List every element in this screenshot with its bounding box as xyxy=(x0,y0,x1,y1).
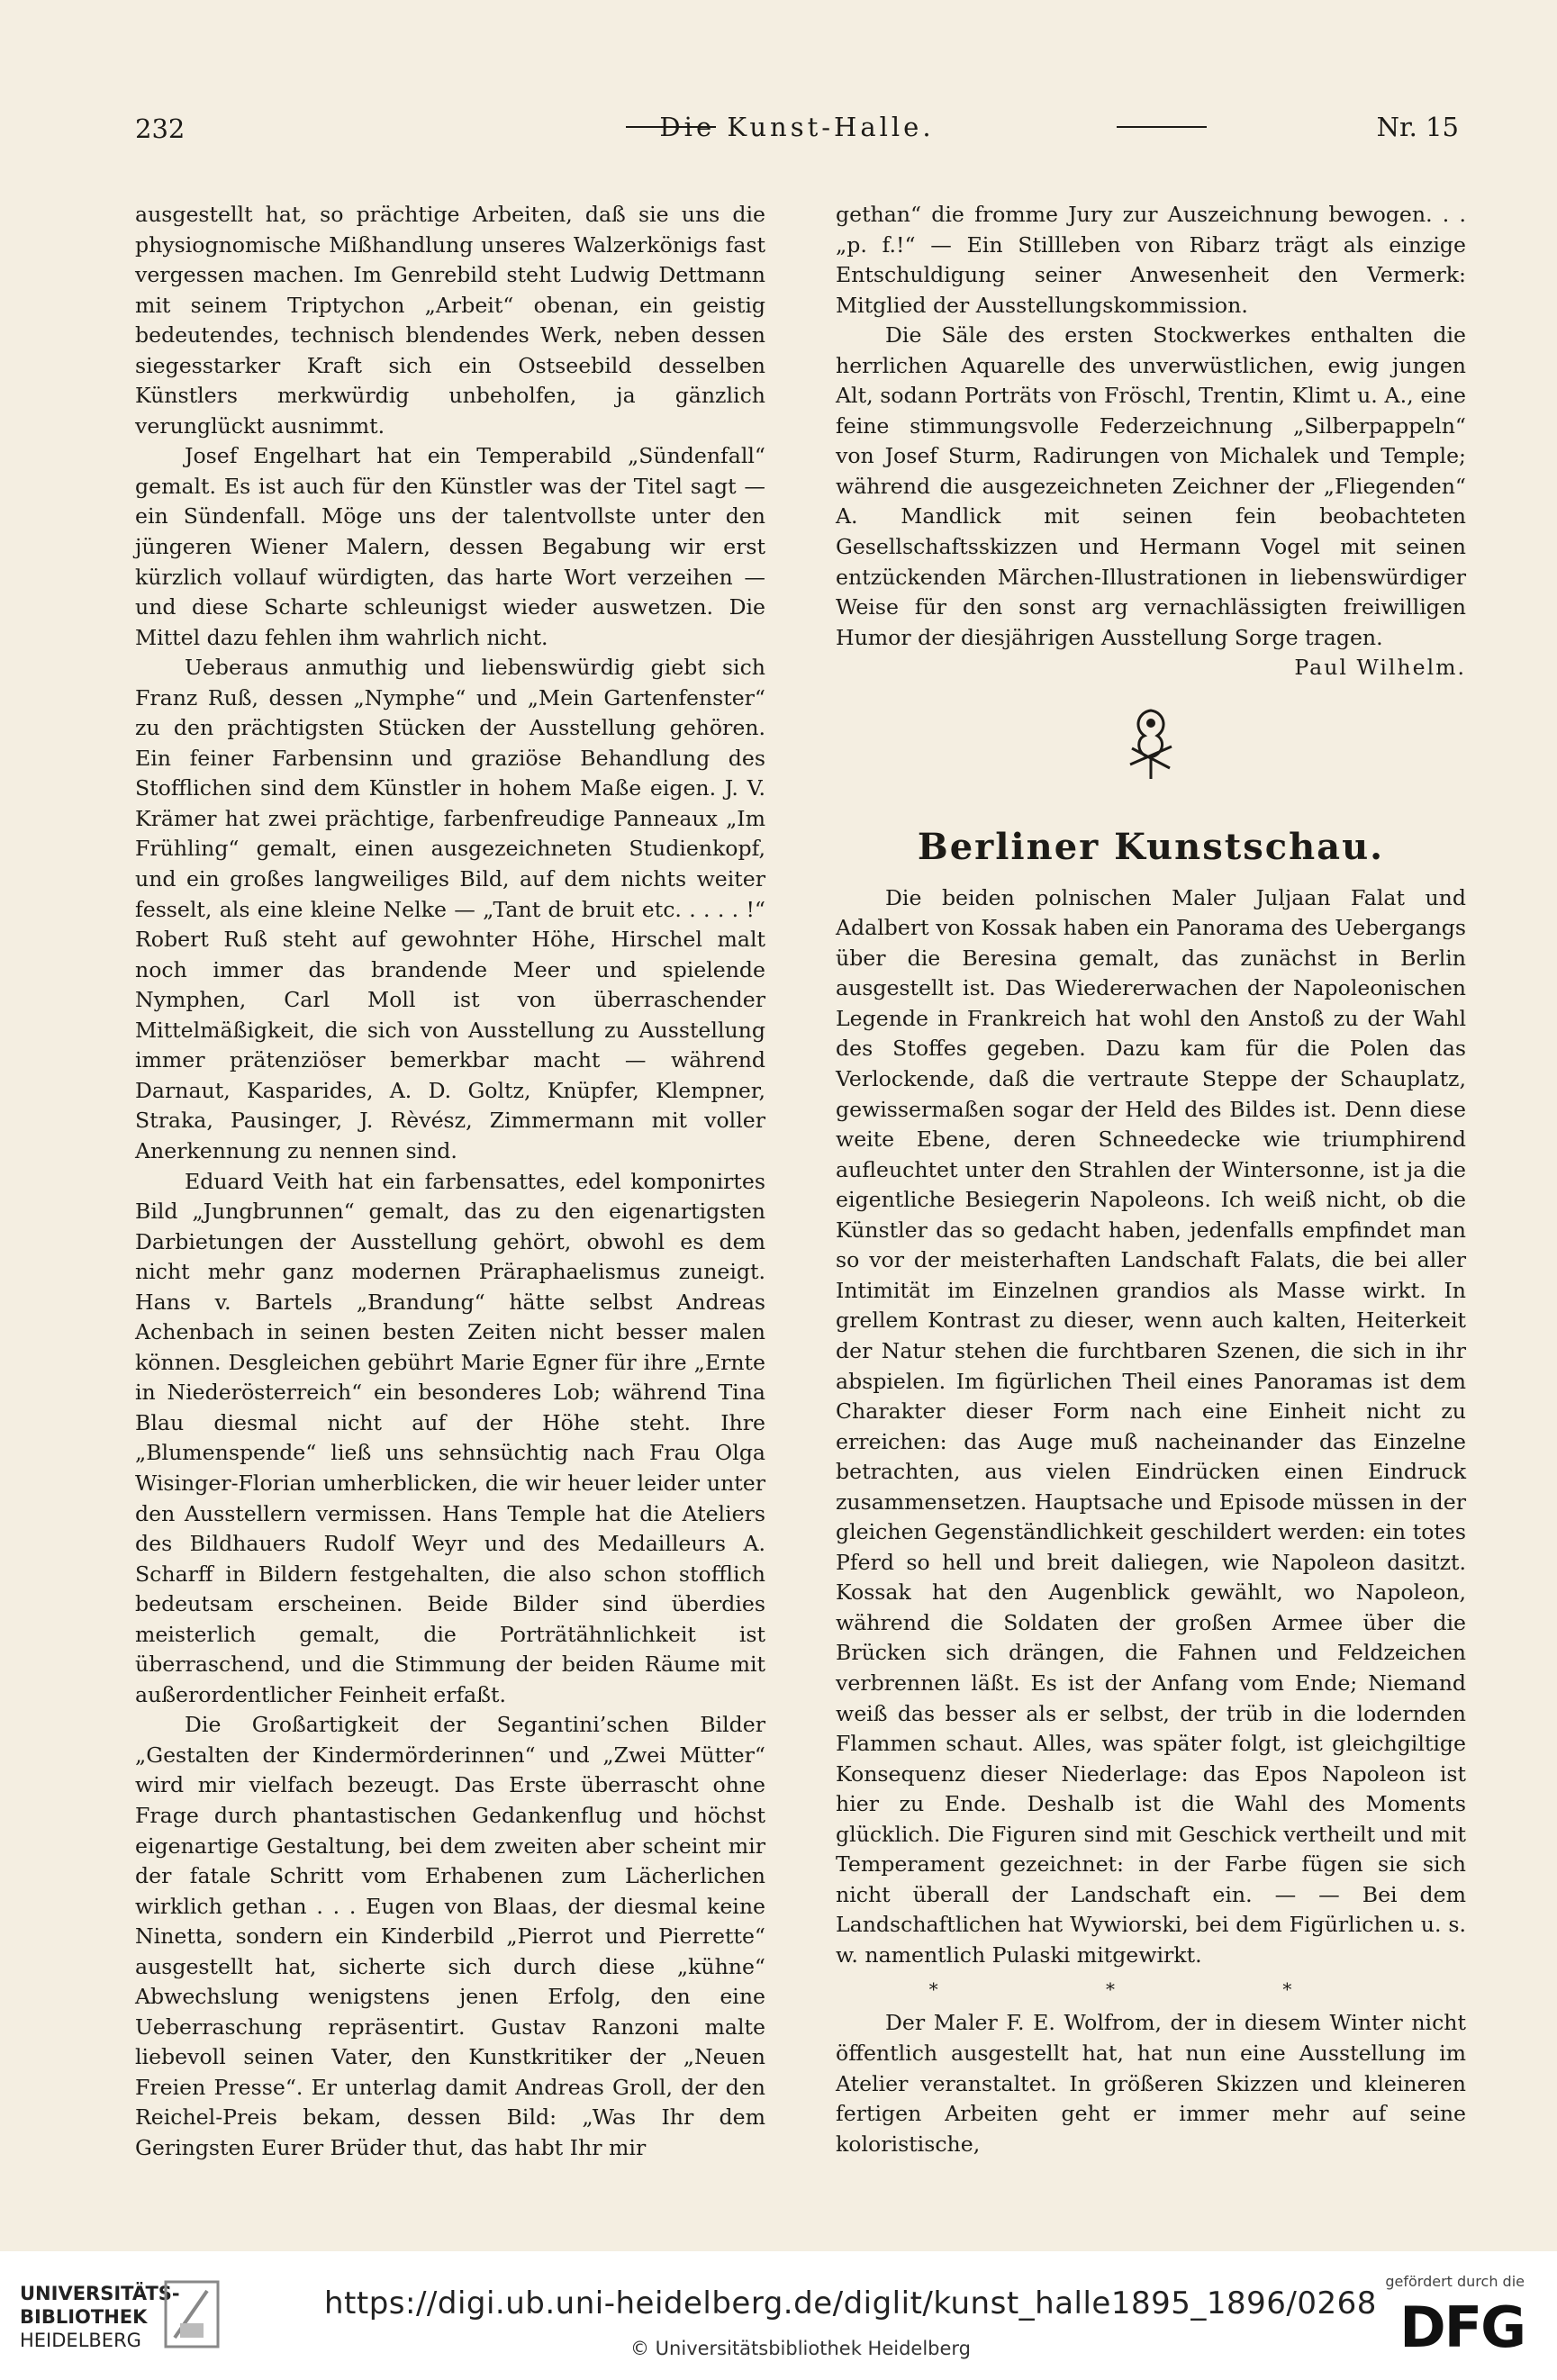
left-paragraph-1: ausgestellt hat, so prächtige Arbeiten, daß sie uns die physiognomische Mißhandlung unseres Walzerkönigs fast vergessen machen. Im Genrebild steht Ludwig Dettmann mit seinem Triptychon „Arbeit“ obenan, ein geistig bedeutendes, technisch blendendes Werk, neben dessen siegesstarker Kraft sich ein Ostseebild desselben Künstlers merkwürdig unbeholfen, ja gänzlich verunglückt ausnimmt. xyxy=(135,202,765,439)
header-ornament-right xyxy=(1117,126,1207,128)
vignette-icon xyxy=(1119,701,1182,783)
left-paragraph-2: Josef Engelhart hat ein Temperabild „Sündenfall“ gemalt. Es ist auch für den Künstler was der Titel sagt — ein Sündenfall. Möge uns der talentvollste unter den jüngeren Wiener Malern, dessen Begabung wir erst kürzlich vollauf würdigten, das harte Wort verzeihen — und diese Scharte schleunigst wieder auswetzen. Die Mittel dazu fehlen ihm wahrlich nicht. xyxy=(135,443,765,650)
right-paragraph-2: Die Säle des ersten Stockwerkes enthalten die herrlichen Aquarelle des unverwüstlichen, ewig jungen Alt, sodann Porträts von Fröschl, Trentin, Klimt u. A., eine feine stimmungsvolle Federzeichnung „Silberpappeln“ von Josef Sturm, Radirungen von Michalek und Temple; während die ausgezeichneten Zeichner der „Fliegenden“ A. Mandlick mit seinen fein beobachteten Gesellschaftsskizzen und Hermann Vogel mit seinen entzückenden Märchen-Illustrationen in liebenswürdiger Weise für den sonst arg vernachlässigten freiwilligen Humor der diesjährigen Ausstellung Sorge tragen. xyxy=(836,322,1466,650)
library-name-line-2: BIBLIOTHEK xyxy=(20,2306,148,2328)
section-heading: Berliner Kunstschau. xyxy=(917,825,1385,868)
funding-note: gefördert durch die xyxy=(1385,2273,1525,2290)
left-paragraph-3: Ueberaus anmuthig und liebenswürdig giebt sich Franz Ruß, dessen „Nymphe“ und „Mein Gartenfenster“ zu den prächtigsten Stücken der Ausstellung gehören. Ein feiner Farbensinn und graziöse Behandlung des Stofflichen sind dem Künstler in hohem Maße eigen. J. V. Krämer hat zwei prächtige, farbenfreudige Panneaux „Im Frühling“ gemalt, einen ausgezeichneten Studienkopf, und ein großes langweiliges Bild, auf dem nichts weiter fesselt, als eine kleine Nelke — „Tant de bruit etc. . . . . !“ Robert Ruß steht auf gewohnter Höhe, Hirschel malt noch immer das brandende Meer und spielende Nymphen, Carl Moll ist von überraschender Mittelmäßigkeit, die sich von Ausstellung zu Ausstellung immer prätenziöser bemerkbar macht — während Darnaut, Kasparides, A. D. Goltz, Knüpfer, Klempner, Straka, Pausinger, J. Rèvész, Zimmermann mit voller Anerkennung zu nennen sind. xyxy=(135,655,765,1163)
left-paragraph-4: Eduard Veith hat ein farbensattes, edel komponirtes Bild „Jungbrunnen“ gemalt, das zu den eigenartigsten Darbietungen der Ausstellung gehört, obwohl es dem nicht mehr ganz modernen Präraphaelismus zuneigt. Hans v. Bartels „Brandung“ hätte selbst Andreas Achenbach in seinen besten Zeiten nicht besser malen können. Desgleichen gebührt Marie Egner für ihre „Ernte in Niederösterreich“ ein besonderes Lob; während Tina Blau diesmal nicht auf der Höhe steht. Ihre „Blumenspende“ ließ uns sehnsüchtig nach Frau Olga Wisinger-Florian umherblicken, die wir heuer leider unter den Ausstellern vermissen. Hans Temple hat die Ateliers des Bildhauers Rudolf Weyr und des Medailleurs A. Scharff in Bildern festgehalten, die also schon stofflich bedeutsam erscheinen. Beide Bilder sind überdies meisterlich gemalt, die Porträtähnlichkeit ist überraschend, und die Stimmung der beiden Räume mit außerordentlicher Feinheit erfaßt. xyxy=(135,1168,765,1707)
page-header xyxy=(135,106,1459,151)
library-logo-icon xyxy=(162,2278,222,2350)
issue-number: Nr. 15 xyxy=(1376,112,1459,142)
left-paragraph-5: Die Großartigkeit der Segantini’schen Bilder „Gestalten der Kindermörderinnen“ und „Zwei Mütter“ wird mir vielfach bezeugt. Das Erste überrascht ohne Frage durch phantastischen Gedankenflug und höchst eigenartige Gestaltung, bei dem zweiten aber scheint mir der fatale Schritt vom Erhabenen zum Lächerlichen wirklich gethan . . . Eugen von Blaas, der diesmal keine Ninetta, sondern ein Kinderbild „Pierrot und Pierrette“ ausgestellt hat, sicherte sich durch diese „kühne“ Abwechslung wenigstens jenen Erfolg, den eine Ueberraschung repräsentirt. Gustav Ranzoni malte liebevoll seinen Vater, den Kunstkritiker der „Neuen Freien Presse“. Er unterlag damit Andreas Groll, der den Reichel-Preis bekam, dessen Bild: „Was Ihr dem Geringsten Eurer Brüder thut, das habt Ihr mir xyxy=(135,1712,765,2160)
left-column xyxy=(135,200,765,2164)
right-paragraph-1: gethan“ die fromme Jury zur Auszeichnung bewogen. . . „p. f.!“ — Ein Stillleben von Ribarz trägt als einzige Entschuldigung seiner Anwesenheit den Vermerk: Mitglied der Ausstellungskommission. xyxy=(836,202,1466,318)
library-name xyxy=(20,2282,180,2352)
right-paragraph-3: Die beiden polnischen Maler Juljaan Falat und Adalbert von Kossak haben ein Panorama des Uebergangs über die Beresina gemalt, das zunächst in Berlin ausgestellt ist. Das Wiedererwachen der Napoleonischen Legende in Frankreich hat wohl den Anstoß zu der Wahl des Stoffes gegeben. Dazu kam für die Polen das Verlockende, daß die vertraute Steppe der Schauplatz, gewissermaßen sogar der Held des Bildes ist. Denn diese weite Ebene, deren Schneedecke wie triumphirend aufleuchtet unter den Strahlen der Wintersonne, ist ja die eigentliche Besiegerin Napoleons. Ich weiß nicht, ob die Künstler das so gedacht haben, jedenfalls empfindet man so vor der meisterhaften Landschaft Falats, die bei aller Intimität im Einzelnen grandios als Masse wirkt. In grellem Kontrast zu dieser, wenn auch kalten, Heiterkeit der Natur stehen die furchtbaren Szenen, die sich in ihr abspielen. Im figürlichen Theil eines Panoramas ist dem Charakter dieser Form nach eine Einheit nicht zu erreichen: das Auge muß nacheinander das Einzelne betrachten, aus vielen Eindrücken einen Eindruck zusammensetzen. Hauptsache und Episode müssen in der gleichen Gegenständlichkeit geschildert werden: ein totes Pferd so hell und breit daliegen, wie Napoleon dasitzt. Kossak hat den Augenblick gewählt, wo Napoleon, während die Soldaten der großen Armee über die Brücken sich drängen, die Fahnen und Feldzeichen verbrennen läßt. Es ist der Anfang vom Ende; Niemand weiß das besser als er selbst, der trüb in die lodernden Flammen schaut. Alles, was später folgt, ist gleichgiltige Konsequenz dieser Niederlage: das Epos Napoleon ist hier zu Ende. Deshalb ist die Wahl des Moments glücklich. Die Figuren sind mit Geschick vertheilt und mit Temperament gezeichnet: in der Farbe fügen sie sich nicht überall der Landschaft ein. — — Bei dem Landschaftlichen hat Wywiorski, bei dem Figürlichen u. s. w. namentlich Pulaski mitgewirkt. xyxy=(836,884,1466,1968)
right-column xyxy=(836,200,1466,2159)
page-number: 232 xyxy=(135,113,186,144)
copyright-notice: © Universitätsbibliothek Heidelberg xyxy=(630,2338,972,2359)
dfg-logo: DFG xyxy=(1399,2294,1525,2360)
journal-title: Die Kunst-Halle. xyxy=(659,112,935,142)
document-url-link[interactable]: https://digi.ub.uni-heidelberg.de/diglit/kunst_halle1895_1896/0268 xyxy=(324,2285,1377,2321)
right-paragraph-4: Der Maler F. E. Wolfrom, der in diesem Winter nicht öffentlich ausgestellt hat, hat nun eine Ausstellung im Atelier veranstaltet. In größeren Skizzen und kleineren fertigen Arbeiten geht er immer mehr auf seine koloristische, xyxy=(836,2010,1466,2157)
author-signature: Paul Wilhelm. xyxy=(1294,655,1466,681)
library-name-line-3: HEIDELBERG xyxy=(20,2330,141,2351)
section-separator: * * * xyxy=(928,1978,1373,2001)
library-name-line-1: UNIVERSITÄTS- xyxy=(20,2283,180,2304)
footer-bar xyxy=(0,2251,1557,2380)
